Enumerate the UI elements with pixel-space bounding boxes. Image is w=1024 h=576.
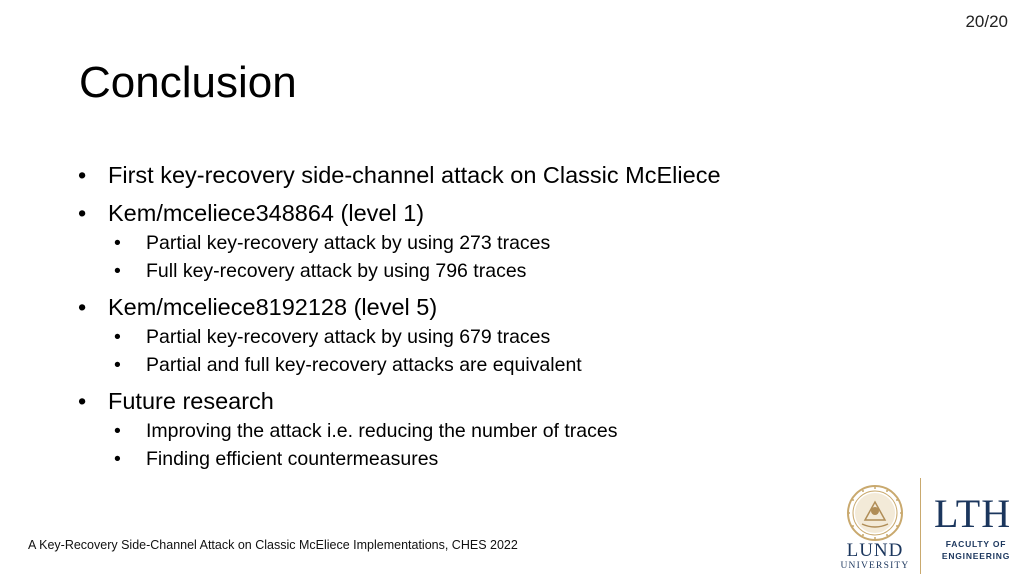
lth-wordmark: LTH [934, 491, 1012, 536]
sub-bullet-item: • Partial key-recovery attack by using 679 traces [72, 323, 832, 351]
slide-title: Conclusion [79, 58, 297, 107]
footer-citation: A Key-Recovery Side-Channel Attack on Classic McEliece Implementations, CHES 2022 [28, 538, 518, 552]
sub-bullet-item: • Finding efficient countermeasures [72, 445, 832, 473]
lund-university-seal-icon [840, 484, 910, 542]
university-logos [828, 476, 1024, 576]
lth-subtitle [934, 538, 1018, 562]
bullet-item-3: • Kem/mceliece8192128 (level 5) [72, 291, 832, 323]
sub-bullet-item: • Improving the attack i.e. reducing the number of traces [72, 417, 832, 445]
bullet-item-2: • Kem/mceliece348864 (level 1) [72, 197, 832, 229]
lund-subtitle: UNIVERSITY [840, 561, 910, 571]
bullet-item-4: • Future research [72, 385, 832, 417]
bullet-list [72, 159, 832, 473]
bullet-item-1: • First key-recovery side-channel attack on Classic McEliece [72, 159, 832, 191]
lth-subtitle-line-2: ENGINEERING [941, 551, 1011, 561]
lth-subtitle-line-1: FACULTY OF [945, 539, 1007, 549]
lund-wordmark: LUND [846, 540, 904, 561]
sub-bullet-item: • Full key-recovery attack by using 796 traces [72, 257, 832, 285]
logo-divider [920, 478, 921, 574]
sub-bullet-item: • Partial key-recovery attack by using 273 traces [72, 229, 832, 257]
sub-bullet-item: • Partial and full key-recovery attacks are equivalent [72, 351, 832, 379]
page-number: 20/20 [965, 12, 1008, 31]
